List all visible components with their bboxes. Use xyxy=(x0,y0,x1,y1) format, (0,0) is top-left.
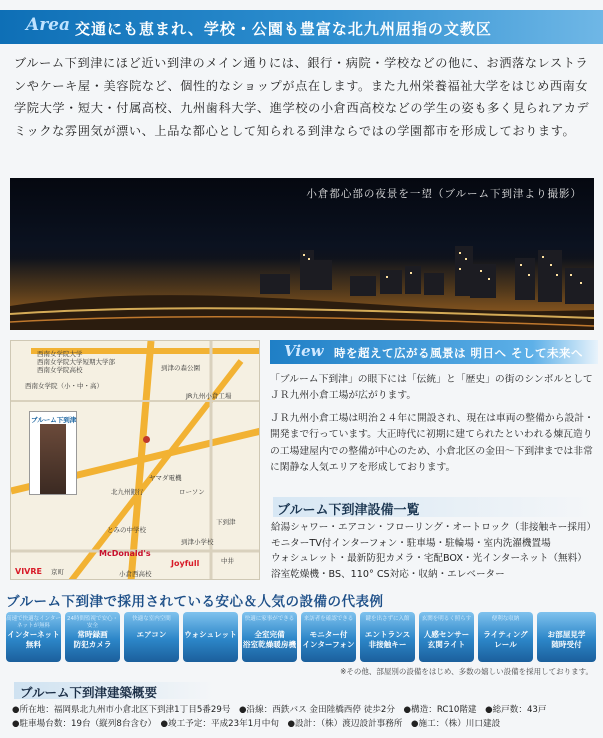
area-label: Area xyxy=(26,15,70,35)
facilities-line: モニターTV付インターフォン・駐車場・駐輪場・室内洗濯機置場 xyxy=(271,537,551,549)
tile-caption: 24時間監視で安心・安全 xyxy=(67,616,118,629)
mcdonalds-logo: McDonald's xyxy=(99,549,151,558)
equipment-tile xyxy=(124,612,179,662)
map-label: 下到津 xyxy=(216,518,236,526)
tile-label: お部屋見学 随時受付 xyxy=(547,630,586,649)
equipment-tile xyxy=(6,612,61,662)
equipment-tile xyxy=(537,612,596,662)
area-map xyxy=(10,340,260,580)
tile-caption: 快適な室内空間 xyxy=(132,616,171,622)
tile-label: インターネット 無料 xyxy=(7,630,60,649)
tile-label: エアコン xyxy=(136,630,167,639)
night-view-photo xyxy=(10,178,594,330)
facilities-line: ウォシュレット・最新防犯カメラ・宅配BOX・光インターネット（無料） xyxy=(271,553,587,564)
tile-caption xyxy=(183,612,238,630)
building-outline xyxy=(12,703,602,731)
view-label: View xyxy=(284,342,324,360)
tile-caption: 鍵を出さずに入館 xyxy=(365,616,410,622)
tile-label: モニター付 インターフォン xyxy=(302,630,355,649)
building-outline-title: ブルーム下到津建築概要 xyxy=(14,682,214,699)
map-label: JR九州小倉工場 xyxy=(186,392,232,400)
outline-line: ●駐車場台数：19台（縦列8台含む） ●竣工予定：平成23年1月中旬 ●設計：（株）渡辺設計事務所 ●施工：（株）川口建設 xyxy=(12,719,501,729)
map-label: ヤマダ電機 xyxy=(149,474,182,482)
view-paragraph: 「ブルーム下到津」の眼下には「伝統」と「歴史」の街のシンボルとしてＪＲ九州小倉工場が広がります。 xyxy=(270,374,593,402)
building-shape xyxy=(40,424,66,494)
map-label: 北九州銀行 xyxy=(111,488,144,496)
equipment-title: ブルーム下到津で採用されている安心＆人気の設備の代表例 xyxy=(6,594,384,610)
map-label: 京町 xyxy=(51,568,64,576)
view-banner xyxy=(270,340,598,364)
map-label: 西南女学院高校 xyxy=(37,366,83,374)
facilities-line: 給湯シャワー・エアコン・フローリング・オートロック（非接触キー採用） xyxy=(271,522,597,533)
map-label: 西南女学院大学短期大学部 xyxy=(37,358,115,366)
section-title: 交通にも恵まれ、学校・公園も豊富な北九州屈指の文教区 xyxy=(75,20,492,38)
map-label: 到津小学校 xyxy=(181,538,214,546)
map-label: 到津の森公園 xyxy=(161,364,200,372)
equipment-tile xyxy=(419,612,474,662)
equipment-tile xyxy=(65,612,120,662)
equipment-note: ※その他、部屋別の設備をはじめ、多数の嬉しい設備を採用しております。 xyxy=(340,667,593,676)
view-paragraph: ＪＲ九州小倉工場は明治２４年に開設され、現在は車両の整備から設計・開発まで行っています。大正時代に初期に建てられたといわれる煉瓦造りの工場建屋内での整備が中心のため、小倉北区の金田～下到津までは非常に閑静な人気エリアを形成しております。 xyxy=(270,412,594,474)
equipment-tile xyxy=(301,612,356,662)
equipment-tile xyxy=(242,612,297,662)
facilities-title: ブルーム下到津設備一覧 xyxy=(273,497,595,517)
outline-line: ●所在地：福岡県北九州市小倉北区下到津1丁目5番29号 ●沿線：西鉄バス 金田陸橋西停 徒歩2分 ●構造：RC10階建 ●総戸数：43戸 xyxy=(12,705,547,715)
facilities-list xyxy=(271,520,596,582)
map-label: 小倉西高校 xyxy=(119,570,152,578)
photo-caption: 小倉都心部の夜景を一望（ブルーム下到津より撮影） xyxy=(306,188,582,200)
location-pin xyxy=(143,436,150,443)
tile-caption xyxy=(537,612,596,630)
view-description xyxy=(270,372,595,482)
tile-label: 全室完備 浴室乾燥暖房機 xyxy=(242,630,297,649)
map-label: 西南女学院大学 xyxy=(37,350,83,358)
tile-caption: 玄関を明るく照らす xyxy=(421,616,472,622)
equipment-tile xyxy=(360,612,415,662)
tile-caption: 高速で快適なインターネットが無料 xyxy=(6,616,61,629)
tile-caption: 便利な収納 xyxy=(491,616,520,622)
map-label: 西南女学院（小・中・高） xyxy=(25,382,103,390)
equipment-tile xyxy=(478,612,533,662)
map-label: とみの中学校 xyxy=(107,526,146,534)
joyfull-logo: Joyfull xyxy=(171,559,200,568)
tile-label: ライティング レール xyxy=(483,630,528,649)
facilities-line: 浴室乾燥機・BS、110° CS対応・収納・エレベーター xyxy=(271,568,505,580)
vivre-logo: VIVRE xyxy=(15,567,42,576)
map-label: ブルーム下到津 xyxy=(31,416,77,424)
equipment-tile xyxy=(183,612,238,662)
tile-label: 人感センサー 玄関ライト xyxy=(423,630,470,649)
view-title: 時を超えて広がる風景は 明日へ そして未来へ xyxy=(334,346,584,360)
map-label: ローソン xyxy=(179,488,205,496)
section-header xyxy=(0,10,603,44)
tile-label: 常時録画 防犯カメラ xyxy=(73,630,112,649)
map-label: 中井 xyxy=(221,557,234,565)
tile-caption: 来訪者を確認できる xyxy=(303,616,354,622)
equipment-tiles xyxy=(6,612,596,662)
intro-paragraph: ブルーム下到津にほど近い到津のメイン通りには、銀行・病院・学校などの他に、お洒落なレストランやケーキ屋・美容院など、個性的なショップが点在します。また九州栄養福祉大学をはじめ西南女学院大学・短大・付属高校、九州歯科大学、進学校の小倉西高校などの学生の姿も多く見られアカデミックな雰囲気が漂い、上品な都心として知られる到津ならではの学園都市を形成しております。 xyxy=(14,56,590,138)
tile-label: エントランス 非接触キー xyxy=(364,630,411,649)
tile-caption: 快適に家事ができる xyxy=(244,616,295,622)
tile-label: ウォシュレット xyxy=(184,630,237,639)
